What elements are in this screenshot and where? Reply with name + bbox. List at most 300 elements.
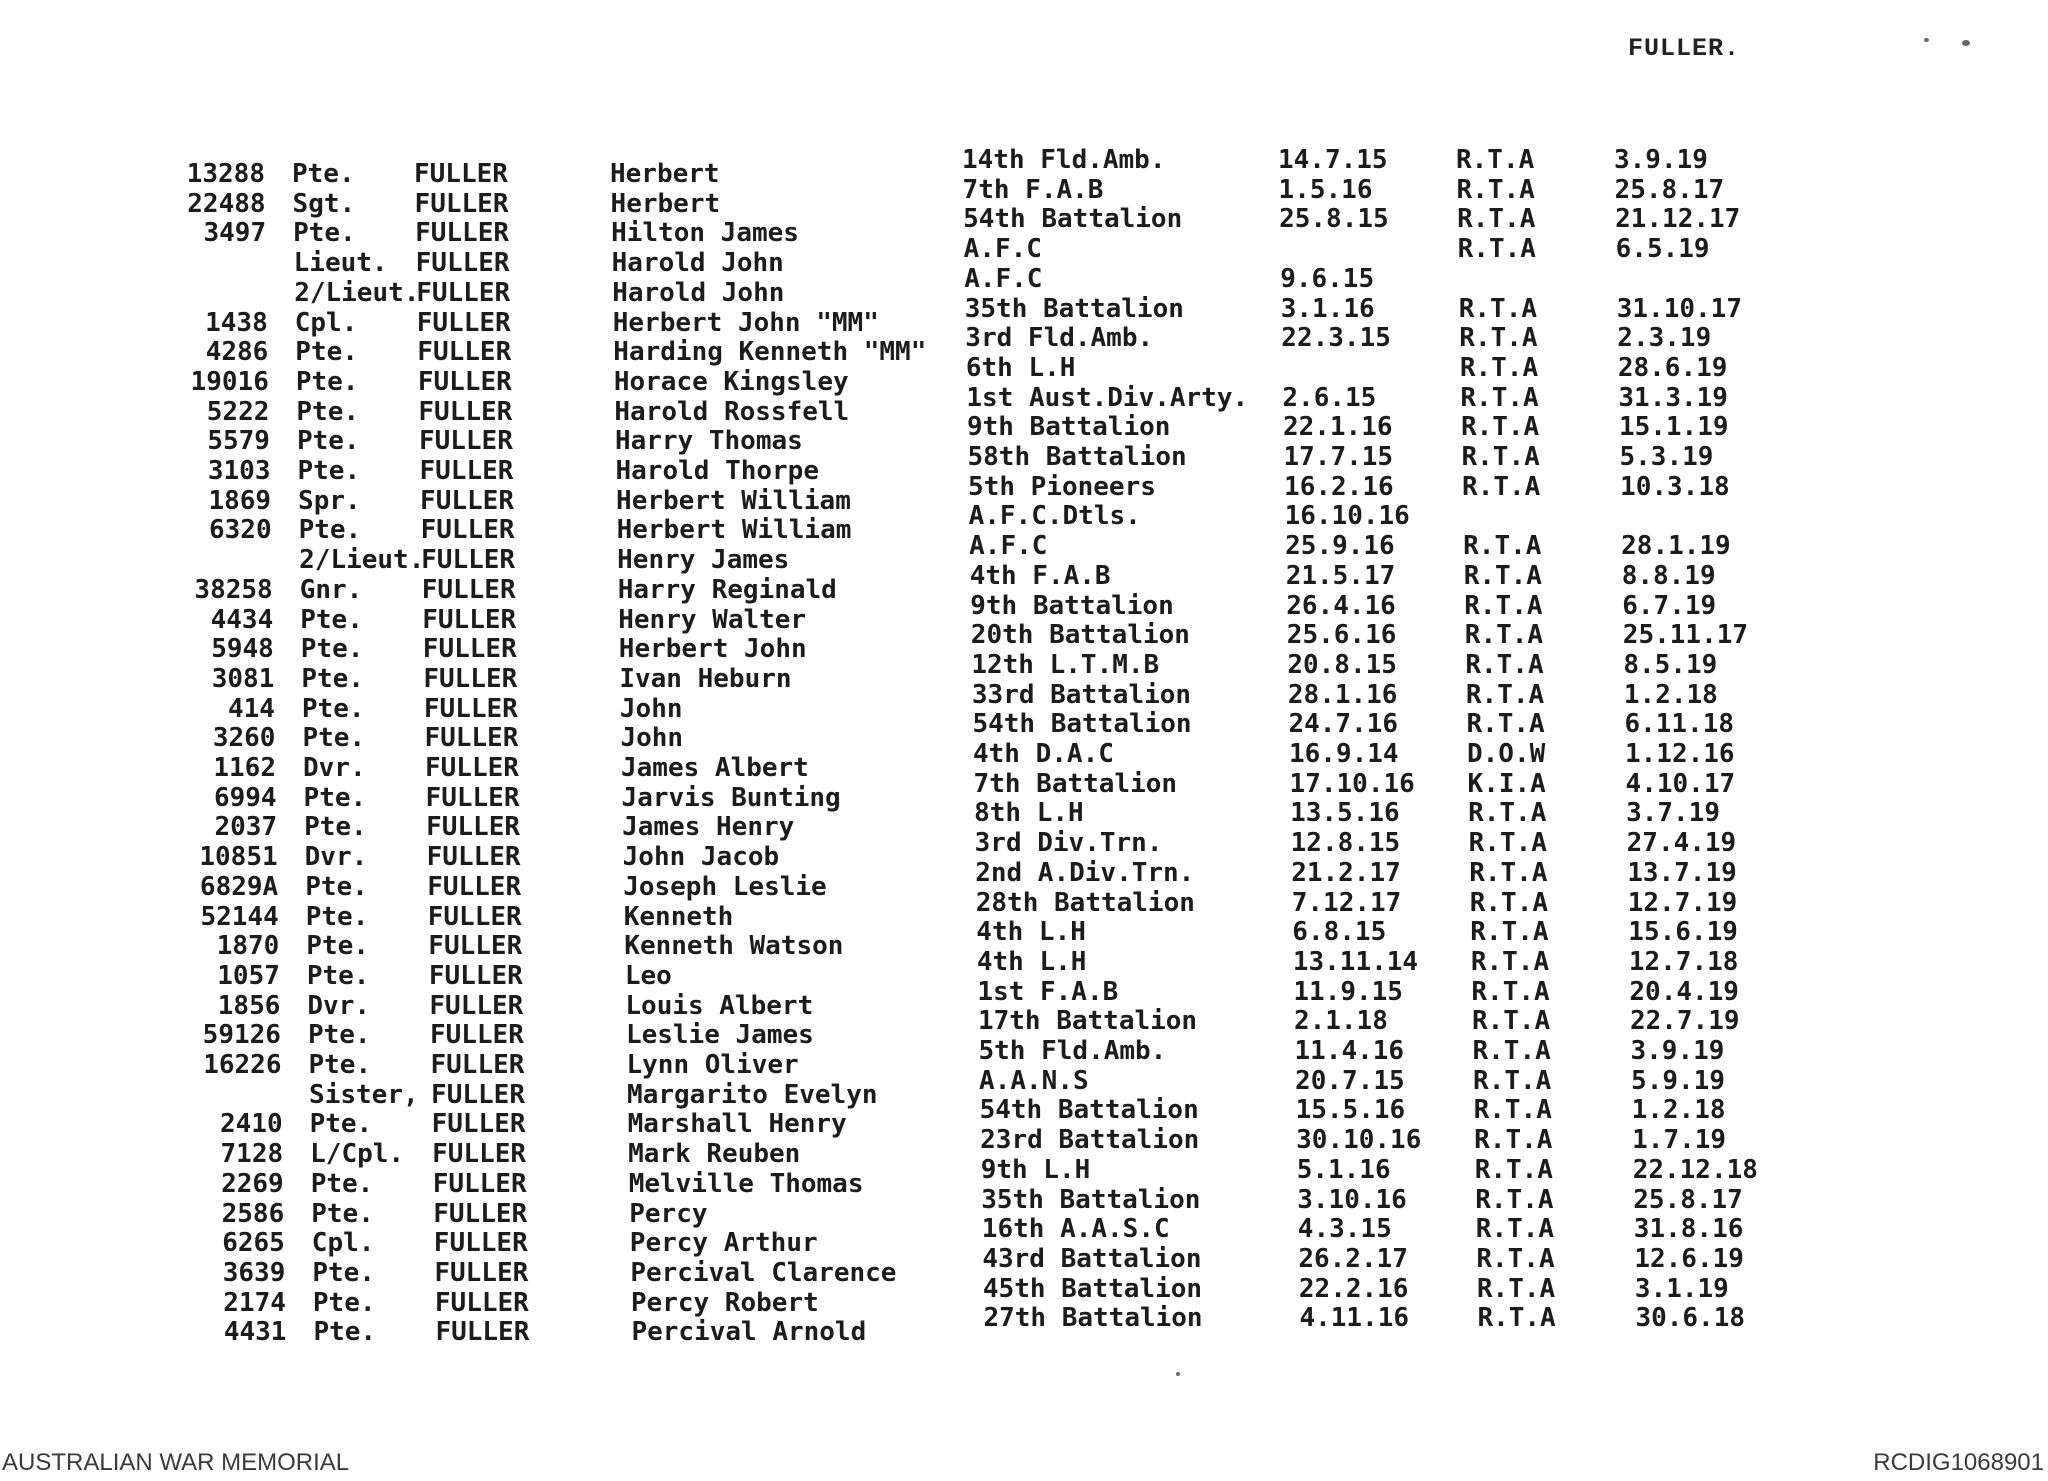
cell-given-names: Harold John — [611, 248, 784, 279]
cell-enlisted: 21.5.17 — [1285, 560, 1396, 591]
cell-date: 12.7.18 — [1628, 946, 1739, 977]
cell-fate: R.T.A — [1468, 798, 1547, 829]
cell-number: 1057 — [217, 960, 280, 991]
cell-surname: FULLER — [422, 634, 517, 665]
cell-rank: Pte. — [298, 515, 362, 546]
cell-unit: 3rd Div.Trn. — [974, 828, 1163, 859]
cell-fate: R.T.A — [1465, 679, 1545, 710]
cell-surname: FULLER — [435, 1317, 530, 1348]
cell-given-names: Herbert — [610, 188, 721, 219]
cell-given-names: Kenneth — [623, 901, 734, 932]
cell-rank: Dvr. — [304, 842, 368, 873]
cell-surname: FULLER — [415, 248, 510, 279]
cell-date: 21.12.17 — [1615, 204, 1741, 235]
cell-given-names: Harold Thorpe — [615, 456, 819, 486]
cell-unit: 9th Battalion — [970, 590, 1174, 621]
cell-number: 2410 — [219, 1109, 283, 1140]
cell-given-names: Percival Clarence — [630, 1257, 897, 1288]
cell-fate: R.T.A — [1458, 293, 1538, 324]
cell-unit: 58th Battalion — [967, 442, 1187, 472]
cell-surname: FULLER — [433, 1198, 528, 1229]
cell-surname: FULLER — [417, 337, 512, 368]
cell-unit: 27th Battalion — [983, 1303, 1203, 1334]
cell-given-names: Harold John — [612, 277, 785, 308]
cell-given-names: Herbert William — [616, 515, 852, 546]
cell-number: 16226 — [203, 1050, 282, 1080]
cell-rank: Pte. — [307, 1020, 371, 1051]
cell-rank: Pte. — [301, 663, 364, 694]
cell-number: 19016 — [190, 366, 269, 397]
cell-date: 3.9.19 — [1614, 145, 1708, 175]
cell-number: 13288 — [186, 159, 265, 189]
cell-fate: R.T.A — [1470, 946, 1550, 977]
cell-date: 13.7.19 — [1627, 857, 1737, 888]
cell-given-names: Percy — [629, 1198, 708, 1229]
cell-date: 10.3.18 — [1620, 471, 1730, 502]
cell-fate: R.T.A — [1457, 204, 1536, 235]
cell-number: 7128 — [220, 1139, 284, 1170]
cell-surname: FULLER — [420, 515, 515, 546]
cell-rank: Pte. — [312, 1287, 376, 1318]
cell-rank: Sister, — [309, 1079, 419, 1110]
cell-rank: Pte. — [313, 1317, 377, 1348]
cell-unit: 8th L.H — [974, 798, 1084, 829]
cell-unit: 35th Battalion — [964, 293, 1184, 324]
cell-given-names: Melville Thomas — [628, 1168, 864, 1199]
cell-fate: R.T.A — [1466, 709, 1545, 740]
cell-rank: Pte. — [293, 218, 356, 249]
cell-fate: R.T.A — [1459, 352, 1539, 383]
cell-date: 25.8.17 — [1614, 174, 1725, 205]
cell-enlisted: 6.8.15 — [1292, 917, 1387, 948]
cell-enlisted: 22.1.16 — [1282, 412, 1393, 443]
cell-surname: FULLER — [418, 396, 513, 427]
cell-surname: FULLER — [427, 871, 522, 902]
cell-fate: R.T.A — [1464, 590, 1543, 621]
cell-enlisted: 25.9.16 — [1285, 531, 1395, 562]
cell-date: 22.12.18 — [1632, 1154, 1758, 1185]
cell-unit: A.F.C — [963, 234, 1042, 265]
cell-enlisted: 2.6.15 — [1282, 382, 1377, 413]
cell-unit: A.F.C.Dtls. — [968, 501, 1141, 532]
cell-surname: FULLER — [426, 842, 521, 873]
cell-number: 5222 — [206, 396, 270, 427]
cell-surname: FULLER — [420, 485, 514, 516]
cell-rank: Pte. — [296, 426, 360, 457]
cell-fate: R.T.A — [1460, 382, 1539, 413]
cell-date: 4.10.17 — [1625, 768, 1736, 799]
cell-date: 8.5.19 — [1623, 649, 1718, 680]
cell-enlisted: 13.11.14 — [1292, 946, 1419, 977]
cell-enlisted: 4.11.16 — [1299, 1303, 1410, 1334]
cell-surname: FULLER — [433, 1228, 528, 1259]
cell-fate: R.T.A — [1471, 1006, 1551, 1037]
cell-given-names: Louis Albert — [625, 990, 814, 1021]
cell-given-names: Harold Rossfell — [614, 396, 850, 427]
cell-number: 1869 — [208, 485, 272, 516]
cell-number: 3639 — [222, 1257, 286, 1288]
cell-number: 414 — [227, 693, 275, 724]
cell-fate: R.T.A — [1456, 145, 1535, 175]
cell-unit: 20th Battalion — [970, 620, 1190, 651]
cell-given-names: Leo — [624, 960, 672, 991]
cell-unit: 35th Battalion — [981, 1184, 1201, 1215]
cell-number: 1162 — [213, 753, 276, 783]
cell-given-names: Herbert — [610, 159, 720, 189]
cell-unit: 45th Battalion — [982, 1273, 1203, 1304]
cell-date: 8.8.19 — [1621, 560, 1716, 591]
cell-rank: Pte. — [296, 396, 360, 427]
cell-date: 1.7.19 — [1632, 1125, 1727, 1156]
cell-enlisted: 17.7.15 — [1283, 442, 1394, 472]
paper-speck — [1962, 40, 1970, 46]
cell-unit: 23rd Battalion — [980, 1125, 1200, 1156]
cell-surname: FULLER — [421, 574, 516, 605]
cell-number: 3497 — [203, 218, 267, 249]
cell-rank: Pte. — [311, 1198, 374, 1229]
cell-unit: 33rd Battalion — [971, 679, 1192, 710]
cell-date: 15.6.19 — [1628, 917, 1738, 948]
cell-rank: Pte. — [306, 960, 370, 991]
cell-number: 52144 — [200, 901, 279, 932]
cell-given-names: Percy Arthur — [629, 1228, 818, 1259]
cell-date: 28.6.19 — [1617, 352, 1728, 383]
cell-unit: 54th Battalion — [972, 709, 1192, 740]
cell-surname: FULLER — [417, 366, 512, 397]
cell-unit: 4th L.H — [976, 946, 1087, 977]
cell-surname: FULLER — [414, 159, 508, 189]
cell-enlisted: 4.3.15 — [1297, 1214, 1392, 1245]
cell-fate: R.T.A — [1457, 234, 1536, 265]
cell-enlisted: 26.2.17 — [1298, 1243, 1408, 1274]
cell-enlisted: 7.12.17 — [1291, 887, 1402, 918]
cell-number: 1856 — [217, 990, 281, 1021]
cell-date: 3.7.19 — [1626, 798, 1721, 829]
cell-rank: Pte. — [306, 931, 369, 962]
cell-date: 22.7.19 — [1629, 1006, 1740, 1037]
cell-number: 10851 — [199, 842, 278, 873]
cell-date: 15.1.19 — [1618, 412, 1729, 443]
cell-enlisted: 14.7.15 — [1278, 145, 1388, 175]
cell-enlisted: 30.10.16 — [1296, 1125, 1422, 1156]
cell-date: 30.6.18 — [1635, 1303, 1746, 1334]
cell-number: 5579 — [207, 426, 270, 457]
cell-fate: R.T.A — [1476, 1273, 1556, 1304]
cell-surname: FULLER — [415, 218, 510, 249]
cell-enlisted: 20.8.15 — [1287, 649, 1397, 680]
cell-number: 1438 — [205, 307, 268, 338]
cell-enlisted: 22.2.16 — [1298, 1273, 1409, 1304]
cell-number: 6829A — [199, 871, 279, 902]
cell-given-names: Harding Kenneth "MM" — [613, 337, 927, 368]
cell-unit: 5th Pioneers — [968, 471, 1156, 502]
cell-surname: FULLER — [431, 1079, 525, 1110]
cell-unit: 7th Battalion — [973, 768, 1178, 799]
cell-date: 3.9.19 — [1630, 1036, 1725, 1066]
cell-surname: FULLER — [414, 188, 509, 219]
cell-given-names: Henry James — [617, 545, 790, 576]
cell-surname: FULLER — [421, 545, 516, 576]
cell-number: 4431 — [223, 1317, 287, 1348]
cell-date: 6.7.19 — [1622, 590, 1717, 621]
cell-rank: Pte. — [309, 1109, 373, 1140]
cell-enlisted: 24.7.16 — [1288, 709, 1399, 740]
cell-date: 5.3.19 — [1619, 442, 1714, 472]
cell-surname: FULLER — [428, 931, 523, 962]
cell-enlisted: 5.1.16 — [1296, 1154, 1391, 1185]
cell-fate: R.T.A — [1473, 1065, 1552, 1096]
cell-given-names: Harry Thomas — [614, 426, 803, 457]
cell-fate: R.T.A — [1471, 976, 1550, 1007]
cell-number: 22488 — [187, 188, 266, 219]
cell-number: 4434 — [210, 604, 274, 635]
cell-given-names: Herbert John — [618, 634, 807, 665]
cell-unit: 54th Battalion — [979, 1095, 1199, 1126]
cell-date: 6.5.19 — [1615, 234, 1710, 265]
cell-fate: R.T.A — [1465, 649, 1544, 680]
cell-date: 1.2.18 — [1623, 679, 1718, 710]
cell-given-names: Joseph Leslie — [623, 871, 827, 902]
cell-surname: FULLER — [434, 1287, 529, 1318]
cell-unit: 5th Fld.Amb. — [978, 1036, 1167, 1066]
cell-fate: R.T.A — [1464, 620, 1544, 651]
cell-enlisted: 20.7.15 — [1295, 1065, 1405, 1096]
cell-given-names: James Henry — [622, 812, 795, 843]
cell-enlisted: 11.4.16 — [1294, 1036, 1405, 1066]
cell-given-names: Lynn Oliver — [626, 1050, 799, 1080]
cell-unit: 9th Battalion — [966, 412, 1171, 443]
cell-enlisted: 12.8.15 — [1290, 828, 1401, 859]
cell-rank: Cpl. — [311, 1228, 375, 1259]
cell-rank: Pte. — [300, 634, 364, 665]
cell-enlisted: 3.10.16 — [1297, 1184, 1407, 1215]
cell-number: 6994 — [213, 782, 277, 813]
cell-fate: D.O.W — [1467, 739, 1546, 769]
cell-given-names: John Jacob — [622, 842, 780, 873]
cell-fate: R.T.A — [1469, 857, 1548, 888]
cell-enlisted: 2.1.18 — [1293, 1006, 1388, 1037]
cell-number: 6265 — [222, 1228, 285, 1259]
cell-number: 3081 — [211, 663, 275, 694]
cell-surname: FULLER — [430, 1050, 525, 1080]
cell-given-names: Percival Arnold — [631, 1317, 867, 1348]
cell-given-names: Leslie James — [625, 1020, 814, 1051]
cell-fate: R.T.A — [1474, 1125, 1553, 1156]
cell-rank: Pte. — [295, 366, 359, 397]
cell-rank: Pte. — [295, 337, 358, 368]
cell-fate: R.T.A — [1463, 560, 1542, 591]
cell-fate: R.T.A — [1470, 917, 1549, 948]
cell-unit: 14th Fld.Amb. — [962, 145, 1166, 175]
cell-fate: R.T.A — [1473, 1095, 1552, 1126]
cell-surname: FULLER — [424, 723, 519, 754]
cell-given-names: Margarito Evelyn — [627, 1079, 878, 1110]
cell-enlisted: 25.6.16 — [1286, 620, 1397, 651]
cell-number: 38258 — [194, 574, 273, 605]
cell-number: 4286 — [205, 337, 269, 368]
cell-given-names: Ivan Heburn — [619, 663, 792, 694]
cell-enlisted: 16.2.16 — [1284, 471, 1394, 502]
cell-unit: 12th L.T.M.B — [971, 649, 1160, 680]
cell-number: 2037 — [214, 812, 278, 843]
cell-date: 1.2.18 — [1631, 1095, 1726, 1126]
cell-rank: Pte. — [292, 159, 355, 189]
cell-unit: A.F.C — [964, 263, 1043, 294]
cell-surname: FULLER — [434, 1257, 529, 1288]
cell-unit: 6th L.H — [965, 352, 1076, 383]
cell-surname: FULLER — [432, 1139, 527, 1170]
cell-date: 12.7.19 — [1627, 887, 1738, 918]
cell-fate: R.T.A — [1460, 412, 1540, 443]
cell-fate: R.T.A — [1472, 1036, 1551, 1066]
cell-enlisted: 21.2.17 — [1291, 857, 1401, 888]
cell-date: 1.12.16 — [1625, 739, 1735, 769]
cell-unit: 4th D.A.C — [973, 739, 1114, 769]
cell-surname: FULLER — [416, 307, 511, 338]
cell-number: 6320 — [208, 515, 272, 546]
cell-rank: Gnr. — [299, 574, 363, 605]
cell-unit: 54th Battalion — [963, 204, 1183, 235]
paper-speck — [1176, 1372, 1180, 1376]
cell-rank: Pte. — [303, 782, 367, 813]
cell-surname: FULLER — [418, 426, 513, 457]
cell-enlisted: 15.5.16 — [1295, 1095, 1406, 1126]
cell-rank: Spr. — [298, 485, 361, 516]
cell-rank: Pte. — [312, 1257, 375, 1288]
cell-unit: 1st F.A.B — [977, 976, 1119, 1007]
cell-given-names: Harry Reginald — [617, 574, 837, 605]
cell-rank: Pte. — [297, 456, 361, 486]
cell-fate: R.T.A — [1459, 323, 1538, 354]
cell-number: 2174 — [223, 1287, 286, 1318]
cell-rank: Dvr. — [303, 753, 366, 783]
cell-date: 25.8.17 — [1633, 1184, 1743, 1215]
cell-given-names: John — [620, 723, 684, 754]
cell-rank: Pte. — [308, 1050, 372, 1080]
cell-given-names: Marshall Henry — [627, 1109, 847, 1140]
cell-fate: R.T.A — [1475, 1214, 1555, 1245]
cell-rank: Pte. — [305, 871, 368, 902]
cell-given-names: Herbert William — [616, 485, 851, 516]
cell-surname: FULLER — [422, 604, 517, 635]
cell-enlisted: 11.9.15 — [1293, 976, 1403, 1007]
cell-unit: 17th Battalion — [977, 1006, 1198, 1037]
cell-date: 6.11.18 — [1624, 709, 1735, 740]
cell-surname: FULLER — [419, 456, 514, 486]
cell-fate: K.I.A — [1467, 768, 1546, 799]
cell-given-names: Percy Robert — [630, 1287, 819, 1318]
cell-fate: R.T.A — [1462, 471, 1541, 502]
cell-date: 12.6.19 — [1634, 1243, 1744, 1274]
cell-enlisted: 16.10.16 — [1284, 501, 1410, 532]
cell-date: 5.9.19 — [1631, 1065, 1725, 1096]
cell-surname: FULLER — [425, 782, 520, 813]
cell-enlisted: 13.5.16 — [1290, 798, 1400, 829]
cell-date: 31.3.19 — [1618, 382, 1728, 413]
cell-surname: FULLER — [429, 1020, 524, 1051]
cell-rank: Dvr. — [307, 990, 371, 1021]
cell-fate: R.T.A — [1463, 531, 1542, 562]
cell-enlisted: 26.4.16 — [1286, 590, 1396, 621]
cell-date: 27.4.19 — [1626, 828, 1737, 859]
cell-surname: FULLER — [429, 990, 524, 1021]
cell-surname: FULLER — [423, 693, 518, 724]
cell-rank: L/Cpl. — [310, 1139, 405, 1170]
cell-unit: 43rd Battalion — [982, 1243, 1202, 1274]
cell-fate: R.T.A — [1456, 174, 1535, 205]
cell-unit: 9th L.H — [980, 1154, 1091, 1185]
cell-fate: R.T.A — [1461, 442, 1540, 472]
cell-date: 31.10.17 — [1616, 293, 1742, 324]
archive-watermark: AUSTRALIAN WAR MEMORIAL — [2, 1449, 350, 1476]
cell-given-names: Henry Walter — [618, 604, 807, 635]
cell-rank: Cpl. — [294, 307, 358, 338]
record-id: RCDIG1068901 — [1873, 1449, 2044, 1476]
cell-rank: 2/Lieut. — [294, 277, 420, 308]
cell-given-names: Hilton James — [611, 218, 799, 249]
cell-given-names: John — [619, 693, 683, 724]
cell-fate: R.T.A — [1475, 1184, 1554, 1215]
cell-unit: 16th A.A.S.C — [981, 1214, 1170, 1245]
paper-speck — [1924, 38, 1929, 42]
cell-rank: Pte. — [300, 604, 363, 635]
cell-fate: R.T.A — [1476, 1243, 1555, 1274]
cell-surname: FULLER — [416, 277, 511, 308]
cell-number: 2586 — [221, 1198, 285, 1229]
cell-date: 25.11.17 — [1622, 620, 1749, 651]
cell-surname: FULLER — [427, 901, 522, 932]
cell-date: 28.1.19 — [1621, 531, 1731, 562]
cell-unit: 1st Aust.Div.Arty. — [966, 382, 1249, 413]
cell-unit: 4th F.A.B — [969, 560, 1111, 591]
cell-given-names: Herbert John "MM" — [612, 307, 879, 338]
cell-enlisted: 25.8.15 — [1279, 204, 1389, 235]
cell-unit: A.A.N.S — [979, 1065, 1089, 1096]
cell-fate: R.T.A — [1474, 1154, 1553, 1185]
cell-unit: 4th L.H — [976, 917, 1086, 948]
cell-enlisted: 17.10.16 — [1289, 768, 1415, 799]
cell-date: 31.8.16 — [1633, 1214, 1744, 1245]
cell-enlisted: 28.1.16 — [1287, 679, 1398, 710]
cell-enlisted: 3.1.16 — [1280, 293, 1375, 324]
cell-rank: Pte. — [304, 812, 367, 843]
cell-date: 2.3.19 — [1617, 323, 1712, 354]
cell-unit: 2nd A.Div.Trn. — [975, 857, 1195, 888]
cell-rank: 2/Lieut. — [299, 545, 425, 576]
cell-unit: 3rd Fld.Amb. — [965, 323, 1154, 354]
cell-rank: Pte. — [310, 1168, 374, 1199]
cell-number: 3103 — [207, 456, 271, 486]
cell-surname: FULLER — [428, 960, 523, 991]
cell-unit: 7th F.A.B — [962, 174, 1104, 205]
cell-enlisted: 22.3.15 — [1281, 323, 1391, 354]
cell-number: 1870 — [216, 931, 280, 962]
cell-rank: Pte. — [305, 901, 369, 932]
cell-given-names: Mark Reuben — [628, 1139, 801, 1170]
cell-rank: Sgt. — [292, 188, 356, 219]
cell-number: 3260 — [212, 723, 276, 754]
cell-rank: Lieut. — [293, 248, 388, 279]
cell-enlisted: 9.6.15 — [1280, 263, 1375, 294]
cell-rank: Pte. — [301, 693, 365, 724]
page-heading: FULLER. — [1628, 34, 1741, 63]
cell-surname: FULLER — [425, 753, 519, 783]
cell-fate: R.T.A — [1468, 828, 1547, 859]
cell-fate: R.T.A — [1477, 1303, 1556, 1334]
cell-surname: FULLER — [423, 663, 518, 694]
cell-surname: FULLER — [431, 1109, 526, 1140]
cell-unit: A.F.C — [969, 531, 1048, 562]
